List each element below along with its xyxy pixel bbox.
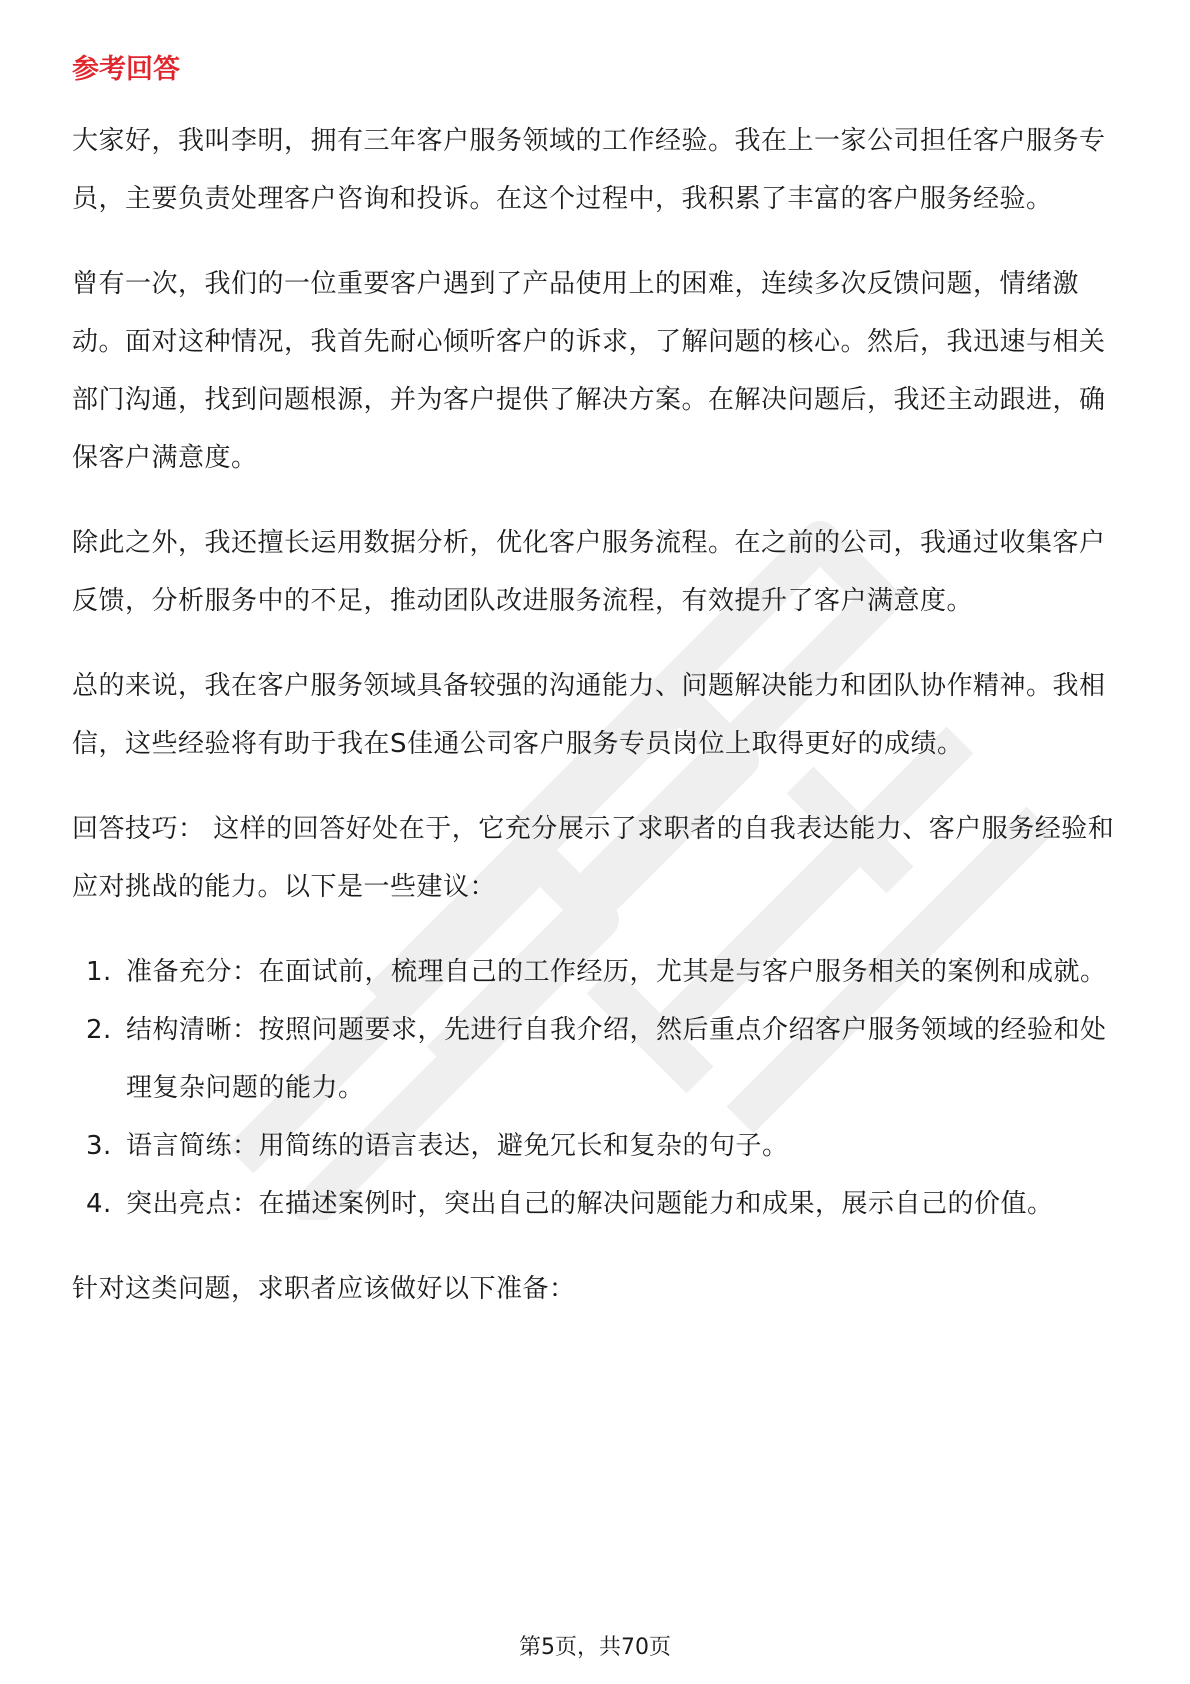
list-text: 突出亮点：在描述案例时，突出自己的解决问题能力和成果，展示自己的价值。 [126, 1189, 1054, 1219]
suggestion-list [72, 943, 1122, 1233]
main-content [72, 48, 1122, 1318]
paragraph-skills: 除此之外，我还擅长运用数据分析，优化客户服务流程。在之前的公司，我通过收集客户反馈，分析服务中的不足，推动团队改进服务流程，有效提升了客户满意度。 [72, 528, 1106, 616]
list-text: 结构清晰：按照问题要求，先进行自我介绍，然后重点介绍客户服务领域的经验和处理复杂问题的能力。 [126, 1015, 1107, 1103]
list-item [72, 1117, 1122, 1175]
list-number: 2. [86, 1015, 112, 1045]
paragraph-example: 曾有一次，我们的一位重要客户遇到了产品使用上的困难，连续多次反馈问题，情绪激动。面对这种情况，我首先耐心倾听客户的诉求，了解问题的核心。然后，我迅速与相关部门沟通，找到问题根源，并为客户提供了解决方案。在解决问题后，我还主动跟进，确保客户满意度。 [72, 269, 1106, 473]
paragraph-intro: 大家好，我叫李明，拥有三年客户服务领域的工作经验。我在上一家公司担任客户服务专员，主要负责处理客户咨询和投诉。在这个过程中，我积累了丰富的客户服务经验。 [72, 126, 1106, 214]
list-number: 1. [86, 957, 112, 987]
list-item [72, 943, 1122, 1001]
page-number: 第5页，共70页 [519, 1635, 671, 1660]
answer-tips: 回答技巧： 这样的回答好处在于，它充分展示了求职者的自我表达能力、客户服务经验和应对挑战的能力。以下是一些建议： [72, 814, 1115, 902]
list-text: 准备充分：在面试前，梳理自己的工作经历，尤其是与客户服务相关的案例和成就。 [126, 957, 1107, 987]
list-number: 3. [86, 1131, 112, 1161]
list-number: 4. [86, 1189, 112, 1219]
section-heading: 参考回答 [72, 54, 180, 85]
list-item [72, 1175, 1122, 1233]
closing-line: 针对这类问题，求职者应该做好以下准备： [72, 1274, 576, 1304]
paragraph-summary: 总的来说，我在客户服务领域具备较强的沟通能力、问题解决能力和团队协作精神。我相信，这些经验将有助于我在S佳通公司客户服务专员岗位上取得更好的成绩。 [72, 671, 1106, 759]
list-item [72, 1001, 1122, 1117]
list-text: 语言简练：用简练的语言表达，避免冗长和复杂的句子。 [126, 1131, 789, 1161]
